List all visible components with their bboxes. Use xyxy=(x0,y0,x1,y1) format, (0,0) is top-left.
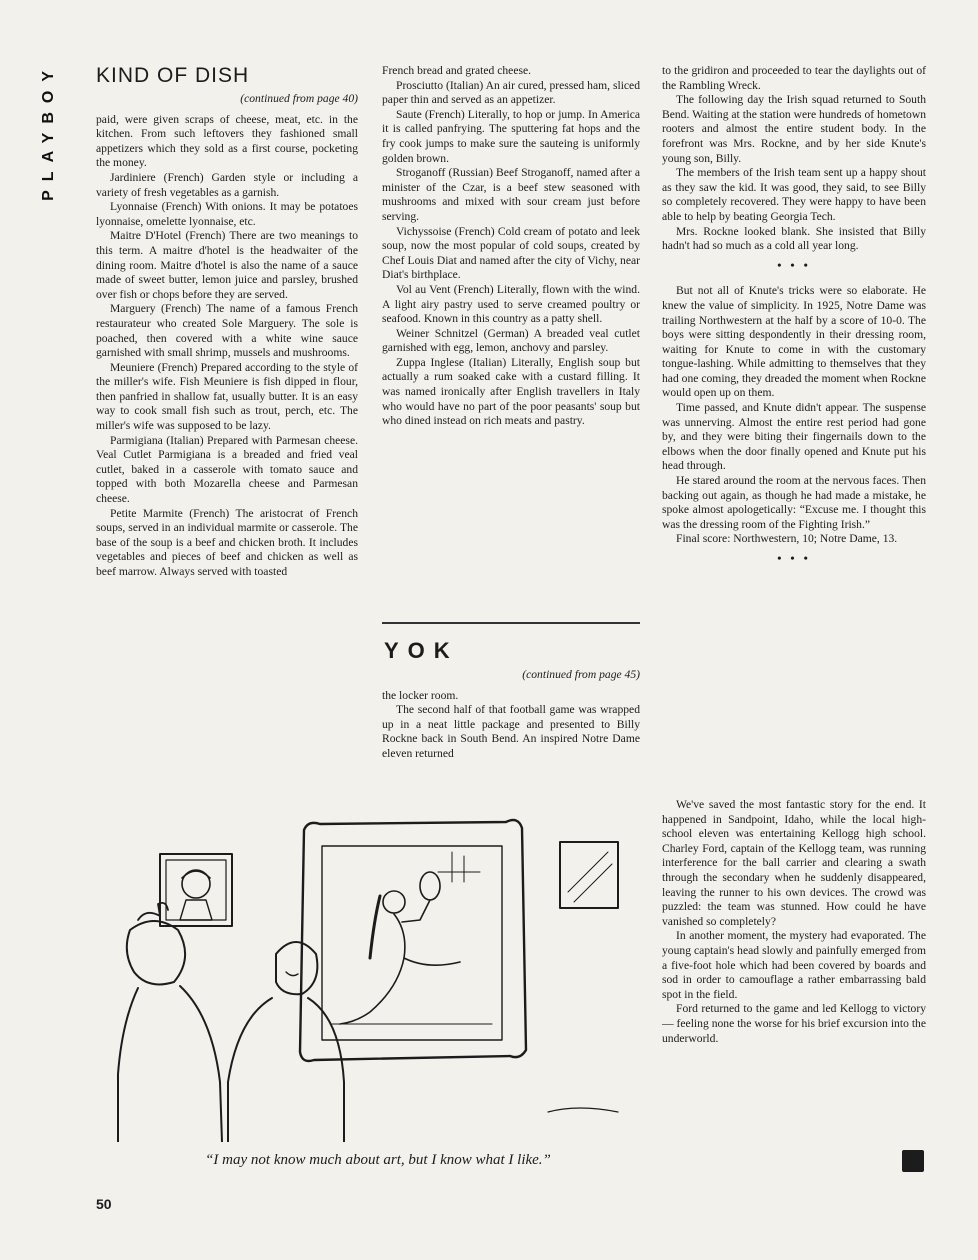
yok-paragraph: to the gridiron and proceeded to tear the daylights out of the Rambling Wreck. xyxy=(662,64,926,92)
cartoon-caption: “I may not know much about art, but I know what I like.” xyxy=(205,1152,551,1168)
dish-paragraph: Jardiniere (French) Garden style or including a variety of fresh vegetables as a garnish. xyxy=(96,170,358,199)
yok-column-3 xyxy=(662,64,926,578)
dish-paragraph: paid, were given scraps of cheese, meat, etc. in the kitchen. From such leftovers they fashioned small appetizers which they sold as a first course, pocketing the money. xyxy=(96,112,358,170)
dish-column-2 xyxy=(382,64,640,429)
yok-paragraph: Time passed, and Knute didn't appear. The suspense was unnerving. Almost the entire rest period had gone by, and they were biting their fingernails down to the elbows when the door finally opened and Knute put his head through. xyxy=(662,401,926,473)
dish-paragraph: French bread and grated cheese. xyxy=(382,64,532,77)
dish-paragraph: Saute (French) Literally, to hop or jump. In America it is called panfrying. The sputtering fat hops and the fry cook jumps to make sure the sauteing is uniformly golden brown. xyxy=(382,107,640,165)
right-frame xyxy=(560,842,618,908)
dish-paragraph: Zuppa Inglese (Italian) Literally, English soup but actually a rum soaked cake with a custard filling. It was named ironically after English travellers in Italy who would have no part of the poor peasants' soup but who dined instead on rich meats and pastry. xyxy=(382,355,640,428)
dish-paragraph: Prosciutto (Italian) An air cured, pressed ham, sliced paper thin and served as an appetizer. xyxy=(382,78,640,107)
yok-paragraph: Final score: Northwestern, 10; Notre Dame, 13. xyxy=(676,532,898,546)
painting-figure xyxy=(383,891,405,913)
yok-paragraph: Mrs. Rockne looked blank. She insisted that Billy hadn't had so much as a cold all year long. xyxy=(662,224,926,253)
ornate-frame xyxy=(300,820,526,1061)
dish-paragraph: Maitre D'Hotel (French) There are two meanings to this term. A maitre d'hotel is the headwaiter of the dining room. Maitre d'hotel is also the name of a sauce made of sweet butter, lemon juice and parsley, brushed over fish or chops before they are served. xyxy=(96,229,358,301)
yok-paragraph: We've saved the most fantastic story for the end. It happened in Sandpoint, Idaho, while the local high-school eleven was entertaining Kellogg high school. Charley Ford, captain of the Kellogg team, was running interference for the ball carrier and clearing a swath through the secondary when he suddenly disappeared, leaving the runner to his own devices. The crowd was puzzled: the team was stunned. How could he have vanished so completely? xyxy=(662,798,926,928)
yok-paragraph: Ford returned to the game and led Kellogg to victory — feeling none the worse for his brief excursion into the underworld. xyxy=(662,1002,926,1045)
yok-paragraph: In another moment, the mystery had evaporated. The young captain's head slowly and painfully emerged from a five-foot hole which had been covered by boards and sod in order to camouflage a rather embarrassing bald spot in the field. xyxy=(662,929,926,1001)
yok-paragraph: the locker room. xyxy=(382,688,459,702)
yok-paragraph: The members of the Irish team sent up a happy shout as they saw the kid. It was good, they said, to see Billy so completely recovered. They were happy to have been able to help by beating Georgia Tech. xyxy=(662,166,926,223)
dish-title: KIND OF DISH xyxy=(96,64,250,87)
dish-column-1 xyxy=(96,64,358,580)
yok-section xyxy=(382,622,640,762)
section-separator: • • • xyxy=(777,551,811,565)
dish-paragraph: Petite Marmite (French) The aristocrat of French soups, served in an individual marmite or casserole. The base of the soup is a beef and chicken broth. It includes vegetables and pieces of beef and chicken as well as beef marrow. Always served with toasted xyxy=(96,506,358,578)
yok-title: YOK xyxy=(384,638,459,663)
dish-continued: (continued from page 40) xyxy=(240,92,358,105)
hand-mirror xyxy=(420,872,440,900)
spine-label: PLAYBOY xyxy=(40,62,57,201)
yok-paragraph: The following day the Irish squad returned to South Bend. Waiting at the station were hundreds of hometown rooters and almost the entire student body. In the forefront was Mrs. Rockne, and by her side Knute's young son, Billy. xyxy=(662,93,926,165)
page-number: 50 xyxy=(96,1196,112,1212)
dish-paragraph: Marguery (French) The name of a famous French restaurateur who created Sole Marguery. The sole is poached, then covered with a white wine sauce garnished with small shrimp, mussels and mushrooms. xyxy=(96,302,358,360)
yok-continued: (continued from page 45) xyxy=(522,668,640,681)
yok-column-3-lower xyxy=(662,798,926,1046)
yok-paragraph: The second half of that football game was wrapped up in a neat little package and presented to Billy Rockne back in South Bend. An inspired Notre Dame eleven returned xyxy=(382,703,640,760)
yok-paragraph: But not all of Knute's tricks were so elaborate. He knew the value of simplicity. In 1925, Notre Dame was trailing Northwestern at the half by a score of 10-0. The boys were sitting despondently in their dressing room, waiting for Knute to come in with the customary tongue-lashing. While admitting to themselves that they had one coming, they dreaded the moment when Rockne would open up on them. xyxy=(662,284,926,400)
yok-paragraph: He stared around the room at the nervous faces. Then backing out again, as though he had made a mistake, he spoke almost apologetically: “Excuse me. I thought this was the dressing room of the Fighting Irish.” xyxy=(662,474,926,531)
dish-paragraph: Lyonnaise (French) With onions. It may be potatoes lyonnaise, omelette lyonnaise, etc. xyxy=(96,200,358,228)
dish-paragraph: Vol au Vent (French) Literally, flown with the wind. A light airy pastry used to serve creamed poultry or seafood. Known in this country as a patty shell. xyxy=(382,282,640,326)
dish-paragraph: Meuniere (French) Prepared according to the style of the miller's wife. Fish Meuniere is fish dipped in flour, then panfried in shallow fat, usually butter. It is an easy way to cook small fish such as trout, perch, etc. The miller's wife was supposed to be lazy. xyxy=(96,360,358,433)
dish-paragraph: Weiner Schnitzel (German) A breaded veal cutlet garnished with egg, lemon, anchovy and parsley. xyxy=(382,326,640,355)
bald-man-head xyxy=(276,942,317,994)
rabbit-logo-icon xyxy=(902,1150,924,1172)
woman-head xyxy=(127,921,185,984)
art-gallery-cartoon xyxy=(108,812,646,1142)
dish-paragraph: Stroganoff (Russian) Beef Stroganoff, named after a minister of the Czar, is a beef stew seasoned with mushrooms and mixed with sour cream just before serving. xyxy=(382,166,640,223)
dish-paragraph: Parmigiana (Italian) Prepared with Parmesan cheese. Veal Cutlet Parmigiana is a breaded and fried veal cutlet, baked in a casserole with tomato sauce and topped with both Mozarella cheese and Parmesan cheese. xyxy=(96,433,358,506)
section-divider xyxy=(382,622,640,624)
section-separator: • • • xyxy=(777,257,811,272)
dish-paragraph: Vichyssoise (French) Cold cream of potato and leek soup, now the most popular of cold soups, created by Chef Louis Diat and named after the city of Vichy, near Diat's birthplace. xyxy=(382,224,640,282)
portrait-frame xyxy=(160,854,232,926)
magazine-spine xyxy=(40,62,74,242)
